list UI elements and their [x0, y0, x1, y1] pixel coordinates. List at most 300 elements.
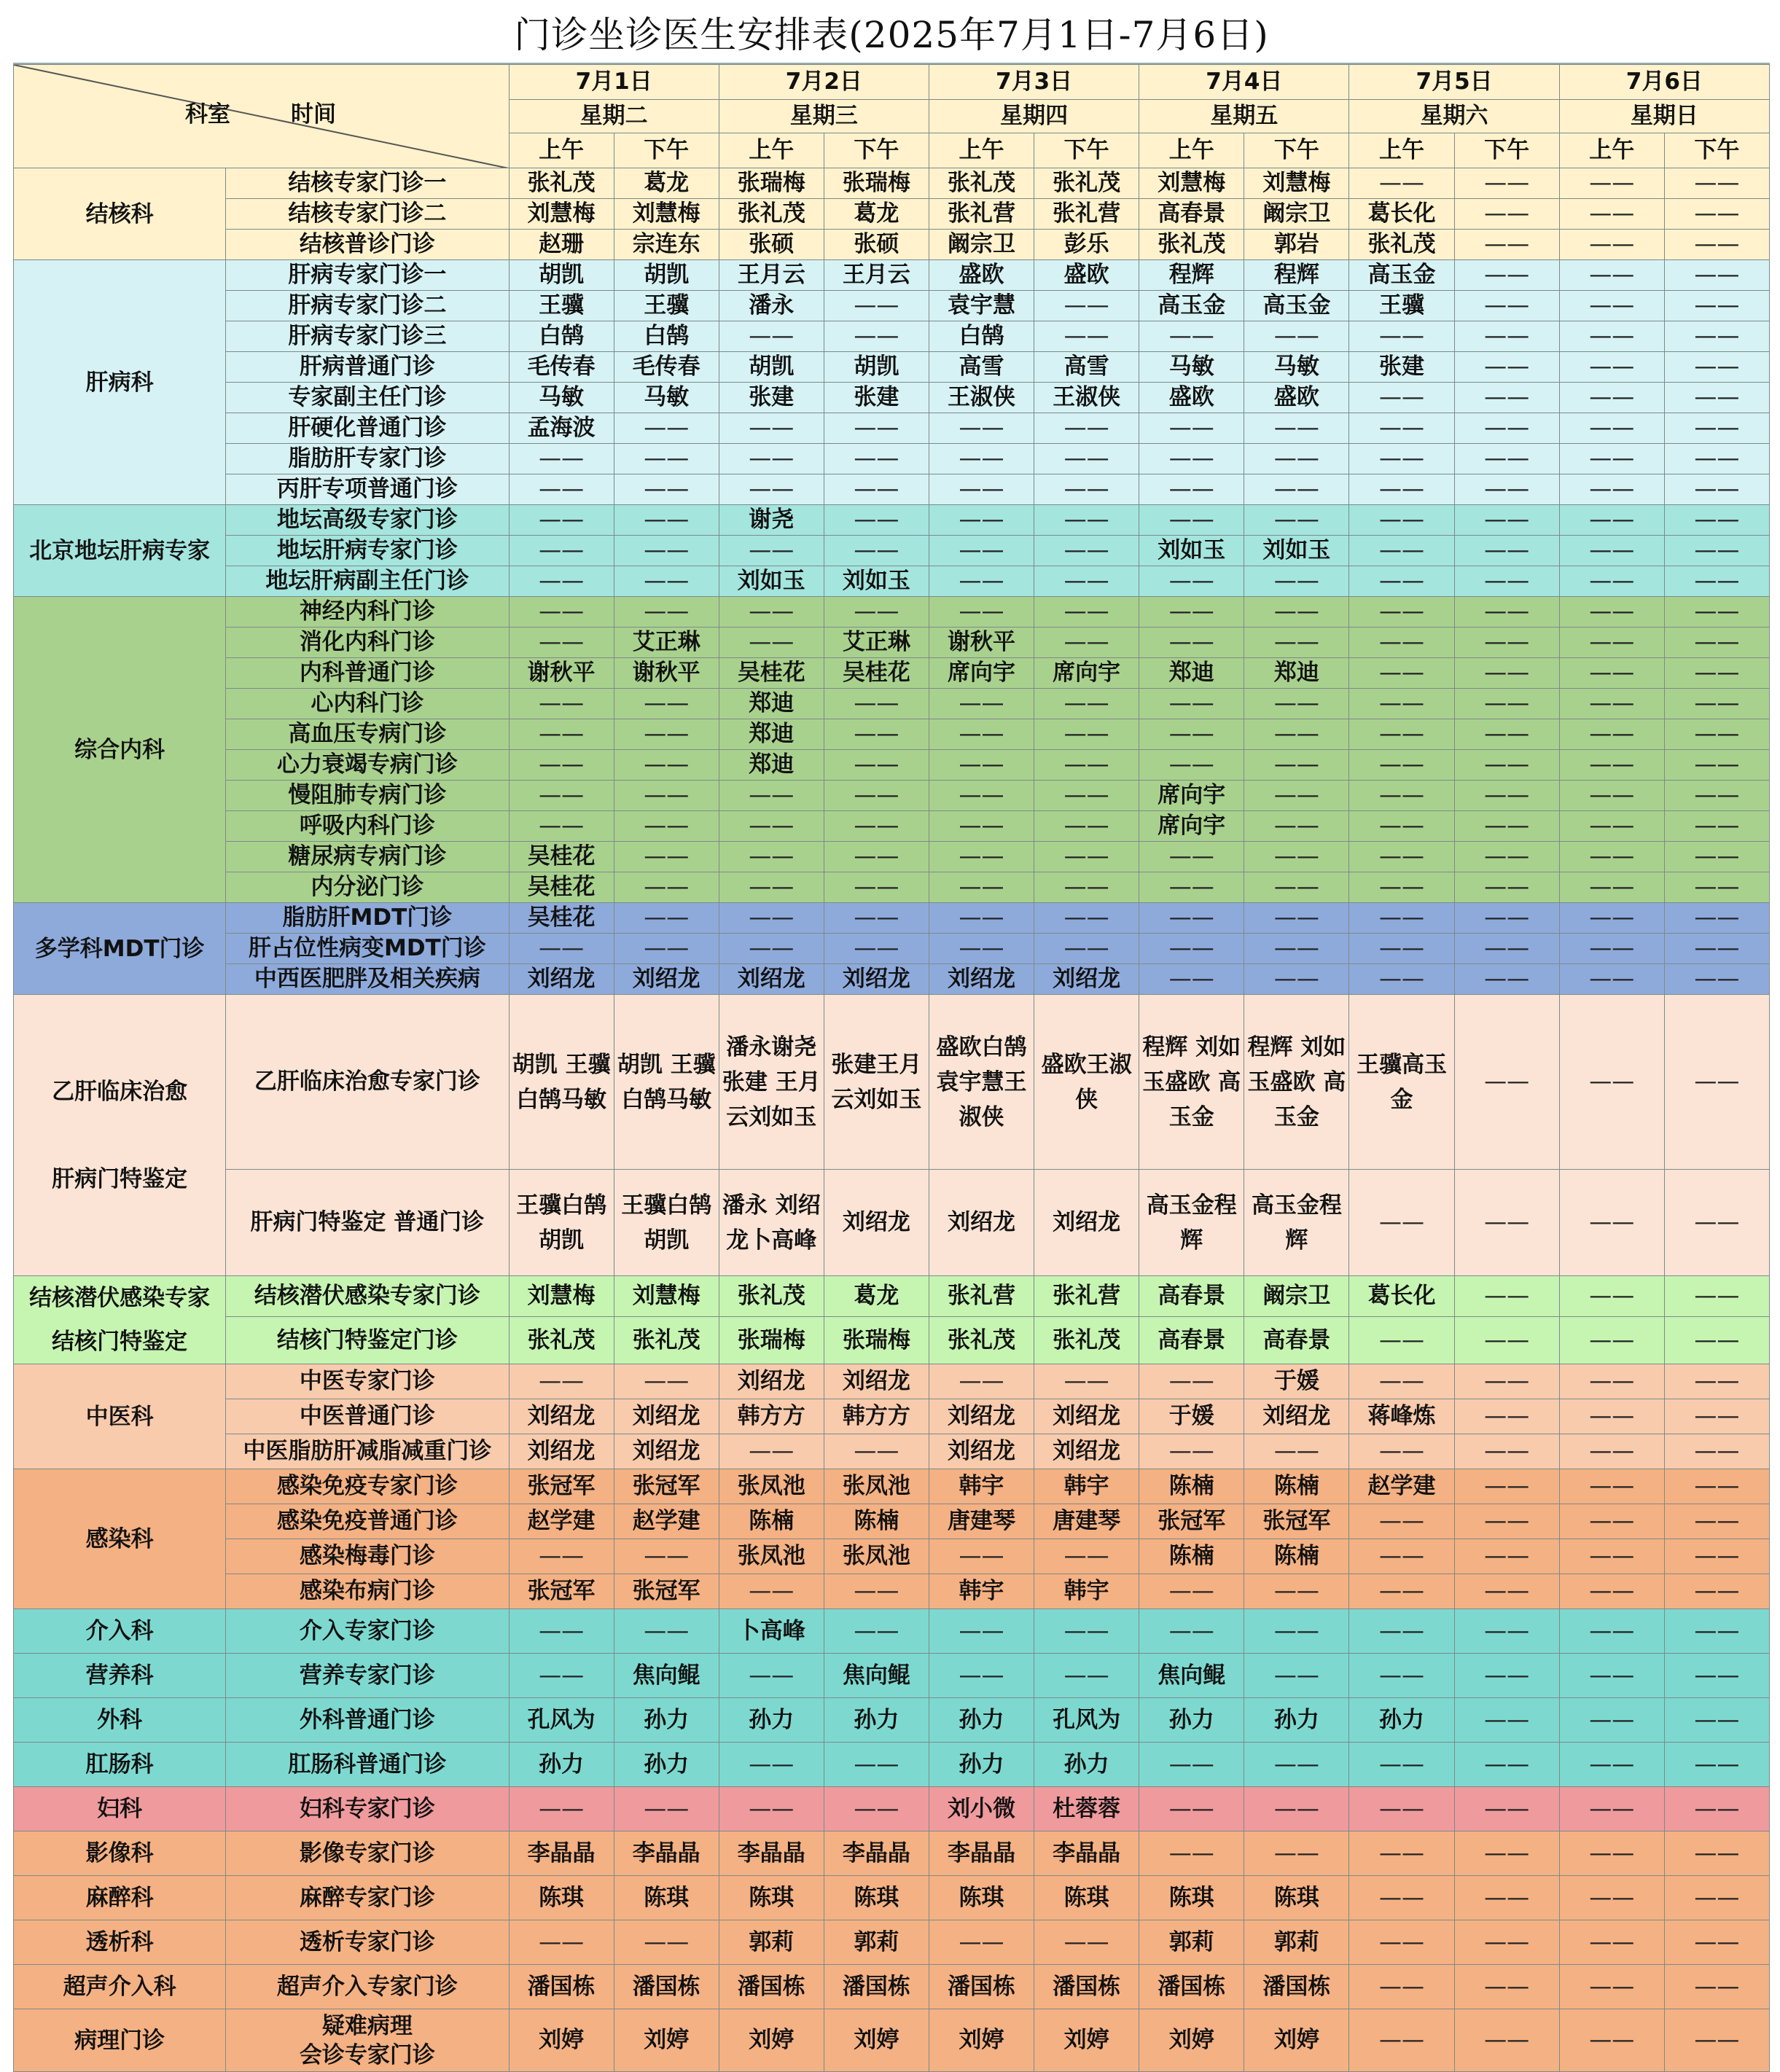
schedule-row [14, 2009, 1770, 2072]
doctor-cell: 张凤池 [719, 1469, 824, 1504]
schedule-row [14, 1654, 1770, 1698]
doctor-cell: 刘慧梅 [509, 199, 614, 230]
doctor-cell: —— [1664, 1170, 1769, 1276]
doctor-cell: 谢秋平 [929, 628, 1034, 658]
doctor-cell: 谢秋平 [509, 658, 614, 689]
doctor-cell: —— [1349, 934, 1454, 964]
doctor-cell: —— [1244, 1831, 1349, 1876]
doctor-cell: —— [1664, 413, 1769, 444]
doctor-cell: —— [1454, 291, 1559, 321]
doctor-cell: 杜蓉蓉 [1034, 1787, 1139, 1831]
doctor-cell: —— [1244, 413, 1349, 444]
doctor-cell: —— [509, 536, 614, 566]
doctor-cell: 阚宗卫 [1244, 199, 1349, 230]
doctor-cell: —— [1034, 811, 1139, 842]
doctor-cell: —— [1559, 1574, 1664, 1609]
doctor-cell: —— [1454, 1920, 1559, 1965]
doctor-cell: —— [1139, 444, 1244, 474]
schedule-row [14, 781, 1770, 811]
doctor-cell: 赵学建 [614, 1504, 719, 1539]
schedule-row [14, 658, 1770, 689]
doctor-cell: —— [1244, 628, 1349, 658]
doctor-cell: —— [1139, 628, 1244, 658]
doctor-cell: 孙力 [614, 1743, 719, 1787]
doctor-cell: —— [1244, 964, 1349, 995]
doctor-cell: 马敏 [614, 383, 719, 413]
department-cell: 外科 [14, 1698, 226, 1743]
doctor-cell: 王骥高玉金 [1349, 995, 1454, 1170]
doctor-cell: 盛欧 [1139, 383, 1244, 413]
doctor-cell: —— [1139, 413, 1244, 444]
doctor-cell: —— [929, 566, 1034, 597]
doctor-cell: —— [1664, 1276, 1769, 1317]
doctor-cell: —— [1664, 1504, 1769, 1539]
doctor-cell: 张建王月云刘如玉 [824, 995, 929, 1170]
clinic-name-cell: 中医脂肪肝减脂减重门诊 [226, 1434, 509, 1469]
doctor-cell: —— [929, 811, 1034, 842]
doctor-cell: 胡凯 [614, 260, 719, 291]
doctor-cell: —— [1454, 872, 1559, 903]
doctor-cell: —— [1559, 1434, 1664, 1469]
doctor-cell: 刘绍龙 [929, 1399, 1034, 1434]
doctor-cell: —— [719, 444, 824, 474]
clinic-name-cell: 感染免疫专家门诊 [226, 1469, 509, 1504]
doctor-cell: —— [824, 1574, 929, 1609]
doctor-cell: 刘如玉 [719, 566, 824, 597]
doctor-cell: —— [1664, 1609, 1769, 1654]
clinic-name-cell: 中医专家门诊 [226, 1364, 509, 1399]
doctor-cell: —— [1139, 1743, 1244, 1787]
doctor-cell: —— [1664, 750, 1769, 781]
doctor-cell: —— [1349, 505, 1454, 536]
doctor-cell: —— [1454, 1965, 1559, 2009]
doctor-cell: —— [1139, 321, 1244, 352]
doctor-cell: —— [1139, 1574, 1244, 1609]
doctor-cell: 刘婷 [929, 2009, 1034, 2072]
doctor-cell: 潘国栋 [1034, 1965, 1139, 2009]
doctor-cell: 张凤池 [824, 1469, 929, 1504]
doctor-cell: —— [1559, 505, 1664, 536]
doctor-cell: —— [1664, 842, 1769, 872]
doctor-cell: 陈琪 [509, 1876, 614, 1920]
doctor-cell: 郑迪 [1244, 658, 1349, 689]
clinic-name-cell: 呼吸内科门诊 [226, 811, 509, 842]
doctor-cell: 张礼营 [929, 199, 1034, 230]
doctor-cell: 韩宇 [1034, 1574, 1139, 1609]
doctor-cell: —— [929, 474, 1034, 505]
header-row-dates [14, 65, 1770, 100]
doctor-cell: —— [1559, 199, 1664, 230]
doctor-cell: —— [1559, 536, 1664, 566]
doctor-cell: 葛长化 [1349, 199, 1454, 230]
doctor-cell: —— [929, 597, 1034, 628]
department-cell: 北京地坛肝病专家 [14, 505, 226, 597]
doctor-cell: 陈琪 [1139, 1876, 1244, 1920]
doctor-cell: —— [1664, 597, 1769, 628]
doctor-cell: 于媛 [1139, 1399, 1244, 1434]
doctor-cell: —— [1559, 260, 1664, 291]
doctor-cell: —— [1454, 321, 1559, 352]
doctor-cell: —— [1664, 199, 1769, 230]
doctor-cell: 张冠军 [614, 1574, 719, 1609]
doctor-cell: 赵学建 [1349, 1469, 1454, 1504]
doctor-cell: —— [509, 597, 614, 628]
schedule-row [14, 842, 1770, 872]
morning-header: 上午 [1349, 133, 1454, 168]
clinic-name-cell: 肝病专家门诊二 [226, 291, 509, 321]
doctor-cell: —— [1664, 444, 1769, 474]
doctor-cell: 吴桂花 [719, 658, 824, 689]
department-cell: 乙肝临床治愈 肝病门特鉴定 [14, 995, 226, 1276]
doctor-cell: —— [1244, 750, 1349, 781]
doctor-cell: 王淑侠 [1034, 383, 1139, 413]
doctor-cell: —— [1139, 903, 1244, 934]
doctor-cell: 刘绍龙 [824, 964, 929, 995]
doctor-cell: 高玉金 [1244, 291, 1349, 321]
doctor-cell: —— [1664, 2009, 1769, 2072]
weekday-header: 星期六 [1349, 100, 1559, 133]
doctor-cell: 孙力 [1034, 1743, 1139, 1787]
doctor-cell: —— [1454, 1876, 1559, 1920]
doctor-cell: —— [824, 903, 929, 934]
clinic-name-cell: 丙肝专项普通门诊 [226, 474, 509, 505]
doctor-cell: —— [1559, 230, 1664, 260]
doctor-cell: —— [1034, 842, 1139, 872]
doctor-cell: 孔风为 [509, 1698, 614, 1743]
doctor-cell: —— [824, 811, 929, 842]
doctor-cell: —— [1244, 474, 1349, 505]
department-cell: 综合内科 [14, 597, 226, 903]
doctor-cell: 王骥 [509, 291, 614, 321]
doctor-cell: —— [1454, 1574, 1559, 1609]
doctor-cell: 刘绍龙 [824, 1170, 929, 1276]
doctor-cell: 马敏 [509, 383, 614, 413]
doctor-cell: 刘绍龙 [719, 964, 824, 995]
doctor-cell: —— [1454, 1698, 1559, 1743]
doctor-cell: —— [1664, 1743, 1769, 1787]
schedule-row [14, 413, 1770, 444]
doctor-cell: —— [509, 505, 614, 536]
doctor-cell: 高玉金 [1139, 291, 1244, 321]
doctor-cell: —— [1664, 1317, 1769, 1364]
doctor-cell: —— [1139, 689, 1244, 719]
doctor-cell: —— [1454, 1434, 1559, 1469]
doctor-cell: 张礼茂 [719, 199, 824, 230]
doctor-cell: —— [1454, 1364, 1559, 1399]
doctor-cell: 孙力 [824, 1698, 929, 1743]
doctor-cell: 毛传春 [614, 352, 719, 383]
doctor-cell: 盛欧白鹄袁宇慧王淑侠 [929, 995, 1034, 1170]
doctor-cell: —— [1664, 964, 1769, 995]
doctor-cell: —— [1664, 1876, 1769, 1920]
doctor-cell: —— [1559, 1399, 1664, 1434]
doctor-cell: 焦向鲲 [1139, 1654, 1244, 1698]
doctor-cell: —— [1559, 1920, 1664, 1965]
doctor-cell: —— [614, 474, 719, 505]
doctor-cell: 焦向鲲 [614, 1654, 719, 1698]
department-cell: 肝病科 [14, 260, 226, 505]
doctor-cell: —— [1664, 811, 1769, 842]
doctor-cell: 宗连东 [614, 230, 719, 260]
doctor-cell: —— [719, 781, 824, 811]
doctor-cell: —— [1664, 1539, 1769, 1574]
corner-time-label: 时间 [291, 101, 336, 128]
doctor-cell: —— [1139, 964, 1244, 995]
doctor-cell: —— [1664, 1698, 1769, 1743]
doctor-cell: —— [1559, 872, 1664, 903]
doctor-cell: 刘婷 [1244, 2009, 1349, 2072]
doctor-cell: 焦向鲲 [824, 1654, 929, 1698]
doctor-cell: —— [719, 413, 824, 444]
doctor-cell: —— [1559, 1609, 1664, 1654]
doctor-cell: 毛传春 [509, 352, 614, 383]
doctor-cell: —— [1559, 1787, 1664, 1831]
doctor-cell: 刘绍龙 [719, 1364, 824, 1399]
doctor-cell: —— [1454, 1276, 1559, 1317]
clinic-name-cell: 外科普通门诊 [226, 1698, 509, 1743]
doctor-cell: —— [1454, 934, 1559, 964]
doctor-cell: —— [1559, 1965, 1664, 2009]
department-cell: 感染科 [14, 1469, 226, 1609]
doctor-cell: —— [1349, 842, 1454, 872]
doctor-cell: 张建 [1349, 352, 1454, 383]
doctor-cell: —— [1559, 903, 1664, 934]
doctor-cell: —— [824, 536, 929, 566]
doctor-cell: —— [719, 1743, 824, 1787]
doctor-cell: 张礼营 [1034, 1276, 1139, 1317]
schedule-table [13, 64, 1770, 2072]
doctor-cell: 韩宇 [929, 1469, 1034, 1504]
doctor-cell: 高春景 [1139, 1317, 1244, 1364]
doctor-cell: 盛欧 [929, 260, 1034, 291]
doctor-cell: —— [1034, 628, 1139, 658]
doctor-cell: 刘如玉 [824, 566, 929, 597]
doctor-cell: —— [1664, 352, 1769, 383]
clinic-name-cell: 神经内科门诊 [226, 597, 509, 628]
doctor-cell: 于媛 [1244, 1364, 1349, 1399]
doctor-cell: —— [1664, 260, 1769, 291]
doctor-cell: 高雪 [929, 352, 1034, 383]
doctor-cell: —— [1034, 903, 1139, 934]
clinic-name-cell: 肝病普通门诊 [226, 352, 509, 383]
doctor-cell: 刘婷 [1139, 2009, 1244, 2072]
doctor-cell: —— [509, 934, 614, 964]
doctor-cell: —— [1664, 689, 1769, 719]
doctor-cell: —— [1034, 1654, 1139, 1698]
doctor-cell: 盛欧 [1034, 260, 1139, 291]
doctor-cell: —— [1664, 658, 1769, 689]
department-cell: 介入科 [14, 1609, 226, 1654]
doctor-cell: —— [614, 842, 719, 872]
doctor-cell: —— [1454, 903, 1559, 934]
doctor-cell: 卜高峰 [719, 1609, 824, 1654]
doctor-cell: 刘如玉 [1244, 536, 1349, 566]
doctor-cell: 孙力 [614, 1698, 719, 1743]
doctor-cell: 孙力 [1244, 1698, 1349, 1743]
doctor-cell: —— [1349, 1364, 1454, 1399]
doctor-cell: —— [1559, 1876, 1664, 1920]
schedule-row [14, 811, 1770, 842]
doctor-cell: 席向宇 [1034, 658, 1139, 689]
doctor-cell: —— [929, 934, 1034, 964]
clinic-name-cell: 肝病门特鉴定 普通门诊 [226, 1170, 509, 1276]
doctor-cell: —— [1664, 1920, 1769, 1965]
doctor-cell: 刘慧梅 [614, 1276, 719, 1317]
doctor-cell: —— [1664, 719, 1769, 750]
doctor-cell: —— [719, 474, 824, 505]
clinic-name-cell: 地坛肝病副主任门诊 [226, 566, 509, 597]
clinic-name-cell: 感染梅毒门诊 [226, 1539, 509, 1574]
doctor-cell: 袁宇慧 [929, 291, 1034, 321]
clinic-name-cell: 疑难病理 会诊专家门诊 [226, 2009, 509, 2072]
doctor-cell: —— [1664, 903, 1769, 934]
doctor-cell: —— [1349, 872, 1454, 903]
doctor-cell: 刘如玉 [1139, 536, 1244, 566]
doctor-cell: —— [1664, 536, 1769, 566]
morning-header: 上午 [929, 133, 1034, 168]
schedule-row [14, 1399, 1770, 1434]
schedule-row [14, 1965, 1770, 2009]
clinic-name-cell: 心内科门诊 [226, 689, 509, 719]
doctor-cell: 陈琪 [719, 1876, 824, 1920]
doctor-cell: —— [1559, 168, 1664, 199]
schedule-row [14, 1574, 1770, 1609]
doctor-cell: —— [719, 1787, 824, 1831]
doctor-cell: 陈琪 [929, 1876, 1034, 1920]
clinic-name-cell: 影像专家门诊 [226, 1831, 509, 1876]
doctor-cell: —— [1664, 383, 1769, 413]
doctor-cell: 王骥白鹄胡凯 [614, 1170, 719, 1276]
doctor-cell: —— [1454, 474, 1559, 505]
doctor-cell: —— [509, 474, 614, 505]
morning-header: 上午 [1559, 133, 1664, 168]
doctor-cell: —— [1244, 781, 1349, 811]
doctor-cell: 张凤池 [719, 1539, 824, 1574]
doctor-cell: —— [614, 1787, 719, 1831]
doctor-cell: 韩宇 [929, 1574, 1034, 1609]
doctor-cell: 白鹄 [929, 321, 1034, 352]
doctor-cell: —— [614, 444, 719, 474]
doctor-cell: 刘绍龙 [1034, 1399, 1139, 1434]
clinic-name-cell: 消化内科门诊 [226, 628, 509, 658]
doctor-cell: 刘小微 [929, 1787, 1034, 1831]
doctor-cell: 高玉金程辉 [1244, 1170, 1349, 1276]
department-cell: 结核潜伏感染专家 结核门特鉴定 [14, 1276, 226, 1364]
doctor-cell: 赵学建 [509, 1504, 614, 1539]
doctor-cell: —— [929, 1539, 1034, 1574]
doctor-cell: —— [1559, 781, 1664, 811]
doctor-cell: —— [824, 505, 929, 536]
clinic-name-cell: 肝病专家门诊一 [226, 260, 509, 291]
schedule-row [14, 1831, 1770, 1876]
doctor-cell: 程辉 [1244, 260, 1349, 291]
doctor-cell: —— [1244, 444, 1349, 474]
doctor-cell: —— [1139, 1831, 1244, 1876]
doctor-cell: —— [1454, 536, 1559, 566]
doctor-cell: —— [1559, 597, 1664, 628]
doctor-cell: 潘国栋 [824, 1965, 929, 2009]
doctor-cell: —— [1664, 505, 1769, 536]
doctor-cell: 胡凯 王骥 白鹄马敏 [509, 995, 614, 1170]
doctor-cell: —— [1559, 1698, 1664, 1743]
doctor-cell: —— [1244, 1787, 1349, 1831]
clinic-name-cell: 妇科专家门诊 [226, 1787, 509, 1831]
doctor-cell: 马敏 [1139, 352, 1244, 383]
doctor-cell: —— [1454, 199, 1559, 230]
doctor-cell: —— [1664, 1574, 1769, 1609]
doctor-cell: —— [1664, 1469, 1769, 1504]
doctor-cell: 张建 [719, 383, 824, 413]
doctor-cell: 张礼茂 [929, 1317, 1034, 1364]
doctor-cell: 刘绍龙 [509, 964, 614, 995]
doctor-cell: —— [1349, 1539, 1454, 1574]
doctor-cell: 吴桂花 [509, 842, 614, 872]
clinic-name-cell: 高血压专病门诊 [226, 719, 509, 750]
doctor-cell: 程辉 刘如玉盛欧 高玉金 [1139, 995, 1244, 1170]
doctor-cell: —— [1349, 1574, 1454, 1609]
doctor-cell: —— [1139, 750, 1244, 781]
doctor-cell: 席向宇 [1139, 811, 1244, 842]
doctor-cell: —— [1559, 1364, 1664, 1399]
doctor-cell: —— [824, 719, 929, 750]
schedule-row [14, 352, 1770, 383]
doctor-cell: —— [1034, 597, 1139, 628]
doctor-cell: —— [1244, 1743, 1349, 1787]
department-cell: 病理门诊 [14, 2009, 226, 2072]
doctor-cell: 潘永 [719, 291, 824, 321]
doctor-cell: —— [1559, 321, 1664, 352]
doctor-cell: 刘绍龙 [509, 1434, 614, 1469]
doctor-cell: —— [1034, 505, 1139, 536]
doctor-cell: 张礼营 [929, 1276, 1034, 1317]
doctor-cell: —— [719, 321, 824, 352]
doctor-cell: 张瑞梅 [824, 168, 929, 199]
doctor-cell: 蒋峰炼 [1349, 1399, 1454, 1434]
doctor-cell: —— [1139, 1609, 1244, 1654]
doctor-cell: 张礼茂 [1034, 1317, 1139, 1364]
doctor-cell: —— [1349, 781, 1454, 811]
doctor-cell: —— [614, 1539, 719, 1574]
doctor-cell: —— [824, 597, 929, 628]
doctor-cell: 刘绍龙 [1034, 964, 1139, 995]
doctor-cell: —— [1664, 995, 1769, 1170]
schedule-row [14, 566, 1770, 597]
doctor-cell: —— [1139, 872, 1244, 903]
afternoon-header: 下午 [1034, 133, 1139, 168]
doctor-cell: 高春景 [1139, 1276, 1244, 1317]
doctor-cell: —— [719, 628, 824, 658]
doctor-cell: 刘绍龙 [1034, 1170, 1139, 1276]
doctor-cell: 李晶晶 [824, 1831, 929, 1876]
afternoon-header: 下午 [824, 133, 929, 168]
doctor-cell: —— [1244, 872, 1349, 903]
clinic-name-cell: 透析专家门诊 [226, 1920, 509, 1965]
doctor-cell: 张礼营 [1034, 199, 1139, 230]
doctor-cell: 刘绍龙 [1034, 1434, 1139, 1469]
doctor-cell: 潘永谢尧张建 王月云刘如玉 [719, 995, 824, 1170]
doctor-cell: 潘国栋 [509, 1965, 614, 2009]
doctor-cell: 阚宗卫 [929, 230, 1034, 260]
doctor-cell: —— [1349, 1170, 1454, 1276]
doctor-cell: —— [1034, 444, 1139, 474]
morning-header: 上午 [509, 133, 614, 168]
doctor-cell: 葛龙 [824, 199, 929, 230]
doctor-cell: —— [614, 781, 719, 811]
doctor-cell: 张硕 [719, 230, 824, 260]
doctor-cell: —— [1454, 566, 1559, 597]
doctor-cell: 潘国栋 [614, 1965, 719, 2009]
weekday-header: 星期三 [719, 100, 929, 133]
